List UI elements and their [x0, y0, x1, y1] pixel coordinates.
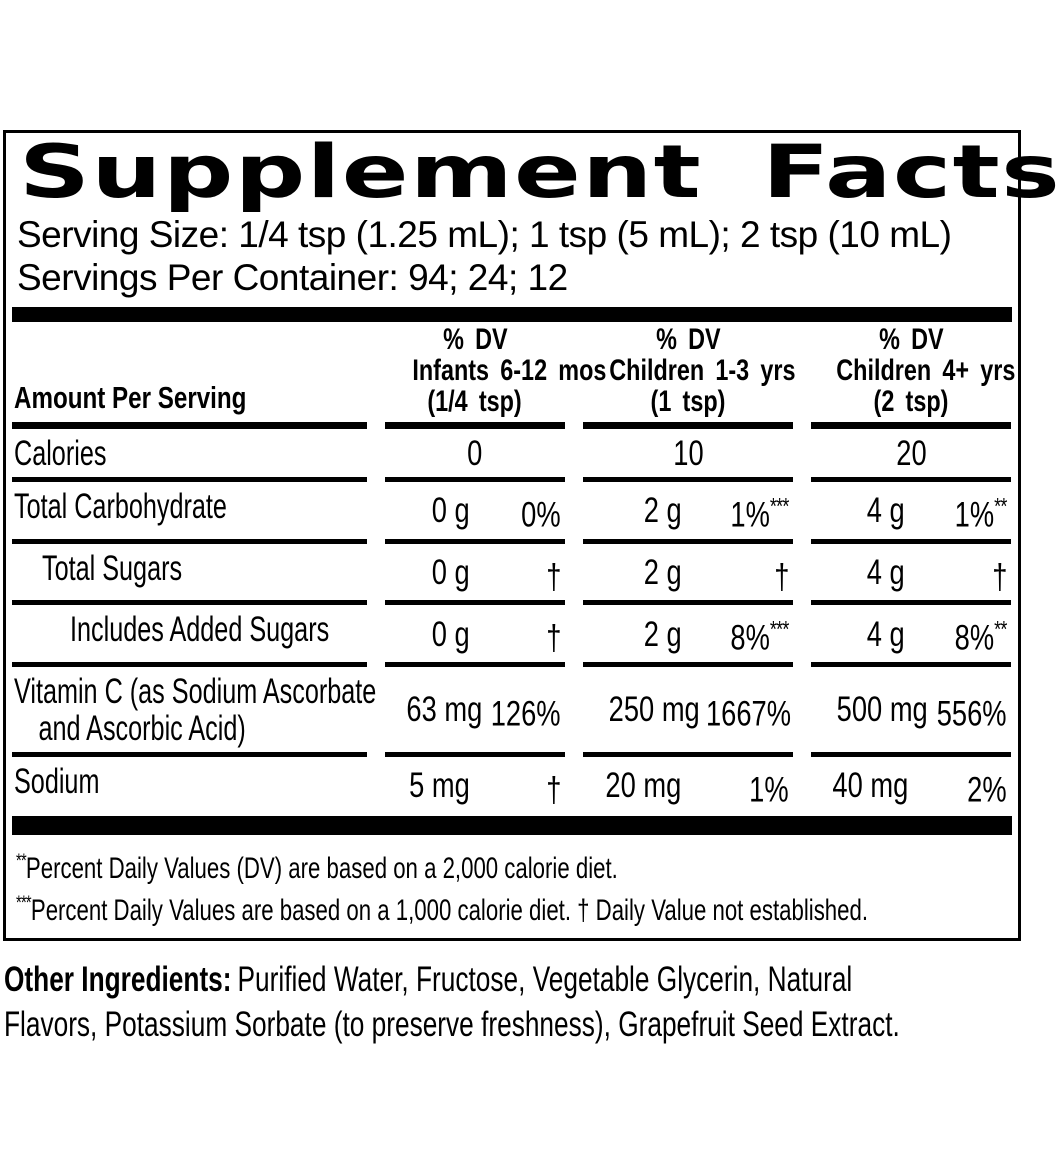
- amount-value: 0: [467, 434, 483, 473]
- dv-value: 8%***: [730, 616, 789, 658]
- footnotes: [16, 844, 1022, 928]
- table-cell: [583, 667, 793, 757]
- dv-value: †: [991, 557, 1007, 597]
- table-cell: [385, 605, 565, 667]
- other-ingredients-line1: Other Ingredients: Purified Water, Fructose, Vegetable Glycerin, Natural: [4, 959, 853, 999]
- dv-value: †: [773, 557, 789, 597]
- table-cell: [385, 544, 565, 606]
- page-title: Supplement Facts: [19, 130, 1061, 215]
- amount-value: 0 g: [431, 614, 470, 654]
- serving-label: (2 tsp): [873, 385, 949, 418]
- row-label: Includes Added Sugars: [12, 605, 367, 667]
- amount-value: 2 g: [643, 491, 682, 531]
- row-label: Total Carbohydrate: [12, 482, 367, 544]
- other-ingredients-label: Other Ingredients:: [4, 959, 232, 999]
- other-ingredients-text: [4, 957, 1024, 1047]
- divider-bar-bottom: [12, 816, 1012, 835]
- table-row-total-carbohydrate: [10, 482, 1014, 544]
- amount-value: 20: [895, 434, 927, 473]
- footnote-mark: **: [16, 849, 26, 872]
- table-cell: [385, 429, 565, 482]
- amount-value: 0 g: [431, 552, 470, 592]
- amount-value: 2 g: [643, 614, 682, 654]
- amount-value: 0 g: [431, 491, 470, 531]
- serving-label: (1/4 tsp): [427, 385, 523, 418]
- table-cell: [385, 757, 565, 814]
- table-cell: [811, 429, 1011, 482]
- group-label: Infants 6-12 mos: [412, 354, 607, 387]
- servings-per-container-line: Servings Per Container: 94; 24; 12: [17, 257, 568, 298]
- group-label: Children 4+ yrs: [836, 354, 1016, 387]
- row-label: Total Sugars: [12, 544, 367, 606]
- table-cell: [811, 482, 1011, 544]
- amount-value: 5 mg: [408, 766, 470, 806]
- column-header-infants: [385, 323, 607, 429]
- footnote-1000-calorie: ***Percent Daily Values are based on a 1,000 calorie diet. † Daily Value not established.: [16, 891, 869, 927]
- table-cell: [385, 667, 565, 757]
- dv-value: †: [545, 770, 561, 810]
- other-ingredients-section: [4, 957, 1024, 1047]
- footnote-mark: ***: [770, 616, 789, 643]
- dv-value: 556%: [937, 694, 1007, 734]
- dv-value: 1%***: [730, 493, 789, 535]
- column-header-children-1-3: [583, 323, 796, 429]
- amount-value: 500 mg: [836, 690, 928, 730]
- amount-value: 4 g: [867, 491, 905, 531]
- dv-value: 126%: [491, 694, 561, 734]
- table-row-total-sugars: [10, 544, 1014, 606]
- dv-label: % DV: [655, 323, 721, 356]
- column-header-children-4plus: [811, 323, 1016, 429]
- footnote-mark: **: [994, 493, 1007, 519]
- amount-value: 250 mg: [608, 690, 700, 730]
- group-label: Children 1-3 yrs: [609, 354, 796, 387]
- dv-label: % DV: [442, 323, 508, 356]
- table-cell: [583, 429, 793, 482]
- row-label: Vitamin C (as Sodium Ascorbate and Ascorbic Acid): [12, 667, 367, 757]
- table-cell: [385, 482, 565, 544]
- amount-value: 40 mg: [832, 766, 909, 806]
- amount-value: 10: [672, 434, 704, 473]
- amount-per-serving-header: Amount Per Serving: [12, 324, 367, 429]
- serving-size-line: Serving Size: 1/4 tsp (1.25 mL); 1 tsp (5 mL); 2 tsp (10 mL): [17, 214, 952, 255]
- row-label: Calories: [12, 429, 367, 482]
- footnote-mark: ***: [770, 493, 789, 519]
- dv-value: 1%: [749, 770, 789, 810]
- table-row-vitamin-c: [10, 667, 1014, 757]
- dv-value: 8%**: [955, 616, 1007, 658]
- dv-value: 1%**: [955, 493, 1007, 535]
- panel-title-row: [19, 130, 1061, 215]
- divider-bar-top: [12, 307, 1012, 322]
- table-cell: [583, 605, 793, 667]
- serving-label: (1 tsp): [650, 385, 726, 418]
- table-row-added-sugars: [10, 605, 1014, 667]
- amount-value: 20 mg: [605, 766, 682, 806]
- footnote-2000-calorie: **Percent Daily Values (DV) are based on a 2,000 calorie diet.: [16, 849, 618, 885]
- footnote-mark: **: [994, 616, 1007, 643]
- amount-value: 63 mg: [406, 690, 483, 730]
- table-cell: [583, 544, 793, 606]
- table-cell: [811, 544, 1011, 606]
- dv-value: †: [545, 557, 561, 597]
- amount-value: 4 g: [867, 614, 905, 654]
- dv-value: 2%: [967, 770, 1007, 810]
- table-cell: [583, 757, 793, 814]
- table-cell: [811, 757, 1011, 814]
- footnote-mark: ***: [16, 891, 31, 914]
- table-cell: [811, 667, 1011, 757]
- table-row-sodium: [10, 757, 1014, 814]
- dv-value: 1667%: [705, 694, 791, 734]
- dv-value: †: [545, 618, 561, 658]
- row-label: Sodium: [14, 761, 100, 801]
- supplement-facts-label: [0, 130, 1061, 1154]
- table-header-row: [10, 324, 1014, 429]
- dv-value: 0%: [521, 495, 561, 535]
- dv-label: % DV: [878, 323, 944, 356]
- table-row-calories: [10, 429, 1014, 482]
- other-ingredients-line2: Flavors, Potassium Sorbate (to preserve freshness), Grapefruit Seed Extract.: [4, 1004, 900, 1044]
- amount-value: 2 g: [643, 552, 682, 592]
- amount-value: 4 g: [867, 552, 905, 592]
- facts-panel: [3, 130, 1061, 941]
- table-cell: [583, 482, 793, 544]
- table-cell: [811, 605, 1011, 667]
